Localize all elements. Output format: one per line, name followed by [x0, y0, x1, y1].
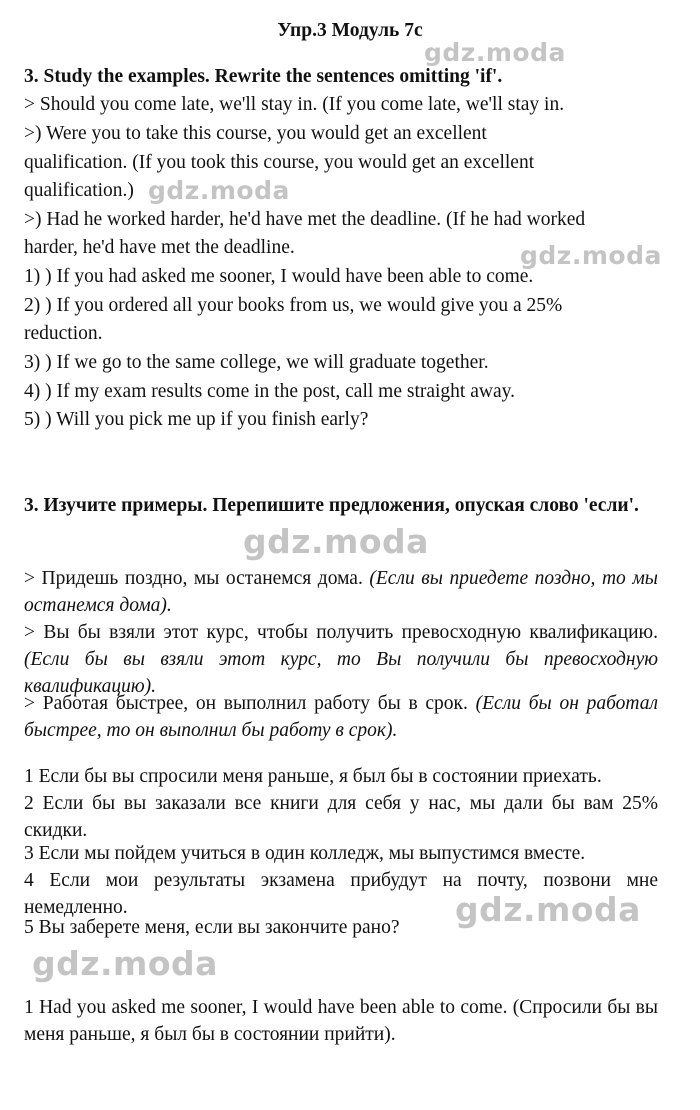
russian-example — [24, 619, 658, 700]
watermark: gdz.moda — [520, 241, 662, 270]
final-answer: 1 Had you asked me sooner, I would have been able to come. (Спросили бы вы меня раньше, я был бы в состоянии прийти). — [24, 997, 658, 1045]
english-line: > Should you come late, we'll stay in. (If you come late, we'll stay in. — [24, 94, 565, 115]
example-text: > Придешь поздно, мы останемся дома. — [24, 568, 370, 589]
english-heading: 3. Study the examples. Rewrite the sentences omitting 'if'. — [24, 66, 503, 87]
english-answer: 1) ) If you had asked me sooner, I would have been able to come. — [24, 266, 534, 287]
example-translation: (Если бы он работал быстрее, то он выполнил бы работу в срок). — [24, 693, 658, 741]
russian-heading: 3. Изучите примеры. Перепишите предложения, опуская слово 'если'. — [24, 495, 639, 516]
example-translation: (Если вы приедете поздно, то мы останемся дома). — [24, 568, 658, 616]
english-answer: reduction. — [24, 323, 103, 344]
page-title: Упр.3 Модуль 7с — [277, 20, 423, 41]
example-text: > Работая быстрее, он выполнил работу бы в срок. — [24, 693, 476, 714]
example-text: > Вы бы взяли этот курс, чтобы получить превосходную квалификацию. — [24, 622, 658, 643]
russian-answer: 1 Если бы вы спросили меня раньше, я был бы в состоянии приехать. — [24, 766, 602, 787]
russian-answer: 3 Если мы пойдем учиться в один колледж, мы выпустимся вместе. — [24, 843, 586, 864]
watermark: gdz.moda — [424, 38, 566, 67]
watermark: gdz.moda — [148, 176, 290, 205]
english-answer: 3) ) If we go to the same college, we will graduate together. — [24, 352, 489, 373]
english-answer: 5) ) Will you pick me up if you finish early? — [24, 409, 369, 430]
english-line: qualification.) — [24, 180, 134, 201]
watermark: gdz.moda — [243, 522, 429, 561]
english-line: harder, he'd have met the deadline. — [24, 237, 295, 258]
russian-example — [24, 565, 658, 619]
english-answer: 2) ) If you ordered all your books from us, we would give you a 25% — [24, 295, 563, 316]
russian-answer: 2 Если бы вы заказали все книги для себя у нас, мы дали бы вам 25% скидки. — [24, 793, 658, 841]
english-answer: 4) ) If my exam results come in the post, call me straight away. — [24, 381, 515, 402]
english-line: qualification. (If you took this course, you would get an excellent — [24, 152, 535, 173]
example-translation: (Если бы вы взяли этот курс, то Вы получили бы превосходную квалификацию). — [24, 649, 658, 697]
watermark: gdz.moda — [455, 890, 641, 929]
russian-answer: 5 Вы заберете меня, если вы закончите рано? — [24, 917, 400, 938]
russian-example — [24, 690, 658, 744]
russian-answer: 4 Если мои результаты экзамена прибудут на почту, позвони мне немедленно. — [24, 870, 658, 918]
english-line: >) Had he worked harder, he'd have met the deadline. (If he had worked — [24, 209, 586, 230]
english-line: >) Were you to take this course, you would get an excellent — [24, 123, 487, 144]
watermark: gdz.moda — [32, 944, 218, 983]
